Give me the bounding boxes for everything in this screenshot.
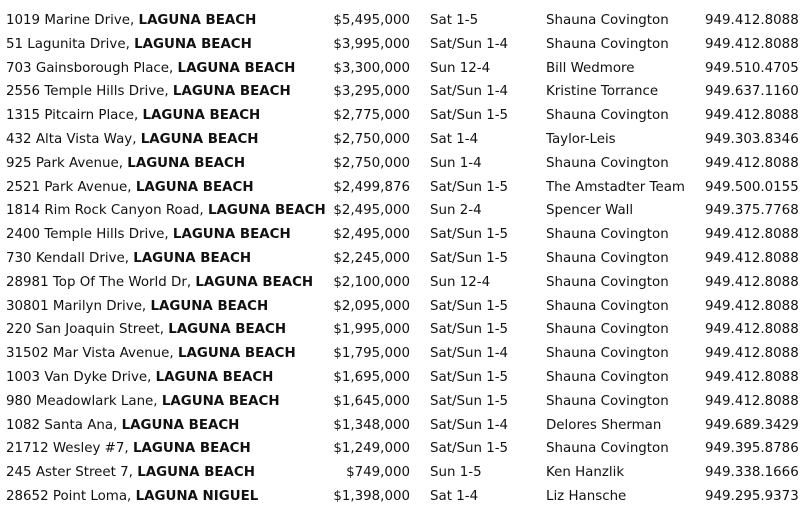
listing-street: 2400 Temple Hills Drive, <box>6 227 169 243</box>
listing-agent: Shauna Covington <box>546 251 669 266</box>
listing-street: 28981 Top Of The World Dr, <box>6 274 192 290</box>
listing-phone: 949.500.0155 <box>705 179 799 195</box>
listing-price: $2,495,000 <box>333 227 410 243</box>
listing-address <box>6 57 295 81</box>
listing-price: $3,995,000 <box>333 36 410 52</box>
listing-city: LAGUNA BEACH <box>132 441 251 457</box>
listing-open-time: Sun 12-4 <box>430 60 491 76</box>
listing-agent: Spencer Wall <box>546 203 634 219</box>
listing-row <box>0 318 800 342</box>
listing-city: LAGUNA BEACH <box>137 465 255 481</box>
listing-open-time: Sun 2-4 <box>430 203 482 219</box>
listing-street: 31502 Mar Vista Avenue, <box>6 346 174 362</box>
listing-address <box>6 152 245 176</box>
listing-phone: 949.412.8088 <box>705 274 799 290</box>
listing-price: $2,499,876 <box>333 179 410 195</box>
listing-street: 1082 Santa Ana, <box>6 417 118 433</box>
listing-agent: Taylor-Leis <box>546 132 616 147</box>
listing-city: LAGUNA BEACH <box>172 84 291 100</box>
listing-city: LAGUNA BEACH <box>127 155 246 171</box>
listing-street: 1019 Marine Drive, <box>6 13 135 28</box>
listing-street: 51 Lagunita Drive, <box>6 36 130 52</box>
listing-phone: 949.412.8088 <box>705 251 799 266</box>
listing-phone: 949.412.8088 <box>705 346 799 362</box>
listing-price: $2,495,000 <box>333 203 410 219</box>
listing-open-time: Sat/Sun 1-5 <box>430 441 509 457</box>
listing-row <box>0 271 800 295</box>
listing-city: LAGUNA BEACH <box>150 298 269 314</box>
listing-address <box>6 223 291 247</box>
listing-price: $1,795,000 <box>333 346 410 362</box>
listing-agent: Kristine Torrance <box>546 84 659 100</box>
listing-agent: Shauna Covington <box>546 13 669 28</box>
listing-price: $2,100,000 <box>333 274 410 290</box>
listing-agent: Shauna Covington <box>546 441 669 457</box>
listing-address <box>6 199 326 223</box>
listing-agent: Shauna Covington <box>546 298 669 314</box>
listing-row <box>0 152 800 176</box>
listing-city: LAGUNA BEACH <box>142 108 261 124</box>
listing-open-time: Sat/Sun 1-5 <box>430 179 509 195</box>
listing-open-time: Sat/Sun 1-4 <box>430 36 509 52</box>
listing-address <box>6 414 239 438</box>
listing-phone: 949.412.8088 <box>705 370 799 385</box>
listing-agent: Shauna Covington <box>546 393 669 409</box>
listing-agent: Shauna Covington <box>546 155 669 171</box>
listing-price: $1,995,000 <box>333 322 410 338</box>
listing-city: LAGUNA BEACH <box>134 36 252 52</box>
listing-address <box>6 390 280 414</box>
listing-open-time: Sat/Sun 1-5 <box>430 108 509 124</box>
listing-price: $1,348,000 <box>333 417 410 433</box>
listing-street: 703 Gainsborough Place, <box>6 60 174 76</box>
listing-phone: 949.295.9373 <box>705 489 799 504</box>
listing-street: 432 Alta Vista Way, <box>6 132 137 147</box>
listing-street: 21712 Wesley #7, <box>6 441 129 457</box>
listing-open-time: Sun 1-5 <box>430 465 482 481</box>
listing-city: LAGUNA BEACH <box>140 132 259 147</box>
listing-address <box>6 461 255 485</box>
listing-city: LAGUNA BEACH <box>161 393 280 409</box>
listing-address <box>6 128 258 152</box>
listing-street: 925 Park Avenue, <box>6 155 124 171</box>
listing-row <box>0 414 800 438</box>
listing-row <box>0 104 800 128</box>
listing-address <box>6 366 273 390</box>
listing-city: LAGUNA BEACH <box>177 346 296 362</box>
listing-street: 28652 Point Loma, <box>6 489 132 504</box>
listing-city: LAGUNA BEACH <box>135 179 254 195</box>
listing-city: LAGUNA BEACH <box>133 251 252 266</box>
listing-price: $2,750,000 <box>333 132 410 147</box>
listing-street: 1003 Van Dyke Drive, <box>6 370 152 385</box>
listing-agent: Shauna Covington <box>546 36 669 52</box>
listing-city: LAGUNA BEACH <box>207 203 326 219</box>
listing-open-time: Sat 1-4 <box>430 132 479 147</box>
listing-street: 1315 Pitcairn Place, <box>6 108 139 124</box>
listing-price: $749,000 <box>346 465 410 481</box>
listing-agent: Shauna Covington <box>546 274 669 290</box>
listing-row <box>0 199 800 223</box>
listing-open-time: Sat/Sun 1-5 <box>430 393 509 409</box>
listing-price: $2,245,000 <box>333 251 410 266</box>
listing-row <box>0 33 800 57</box>
listing-row <box>0 128 800 152</box>
listing-agent: Shauna Covington <box>546 370 669 385</box>
listing-address <box>6 104 260 128</box>
listing-row <box>0 223 800 247</box>
listing-address <box>6 342 296 366</box>
listing-price: $1,398,000 <box>333 489 410 504</box>
listing-city: LAGUNA BEACH <box>155 370 274 385</box>
listing-city: LAGUNA BEACH <box>195 274 314 290</box>
listing-address <box>6 295 268 319</box>
listing-row <box>0 57 800 81</box>
listing-row <box>0 247 800 271</box>
listing-street: 245 Aster Street 7, <box>6 465 133 481</box>
listing-row <box>0 390 800 414</box>
listing-phone: 949.412.8088 <box>705 322 799 338</box>
listing-phone: 949.412.8088 <box>705 393 799 409</box>
listing-row <box>0 9 800 33</box>
listing-phone: 949.395.8786 <box>705 441 799 457</box>
listing-open-time: Sat/Sun 1-5 <box>430 227 509 243</box>
listing-city: LAGUNA BEACH <box>168 322 287 338</box>
listing-agent: Shauna Covington <box>546 227 669 243</box>
listing-street: 30801 Marilyn Drive, <box>6 298 147 314</box>
listing-city: LAGUNA BEACH <box>172 227 291 243</box>
listing-phone: 949.412.8088 <box>705 155 799 171</box>
listing-street: 220 San Joaquin Street, <box>6 322 165 338</box>
listing-address <box>6 33 252 57</box>
listing-phone: 949.412.8088 <box>705 298 799 314</box>
listing-row <box>0 295 800 319</box>
listing-open-time: Sat 1-4 <box>430 489 479 504</box>
listing-price: $2,095,000 <box>333 298 410 314</box>
listing-address <box>6 176 254 200</box>
listing-address <box>6 485 258 509</box>
listing-price: $2,775,000 <box>333 108 410 124</box>
listing-agent: Delores Sherman <box>546 417 662 433</box>
listing-open-time: Sun 1-4 <box>430 155 482 171</box>
listing-phone: 949.412.8088 <box>705 13 799 28</box>
listing-address <box>6 9 256 33</box>
listing-address <box>6 80 291 104</box>
listing-row <box>0 485 800 509</box>
listing-price: $2,750,000 <box>333 155 410 171</box>
listing-agent: Shauna Covington <box>546 108 669 124</box>
listing-open-time: Sat/Sun 1-5 <box>430 298 509 314</box>
listing-row <box>0 437 800 461</box>
listing-price: $1,645,000 <box>333 393 410 409</box>
listing-city: LAGUNA BEACH <box>138 13 257 28</box>
listing-address <box>6 437 251 461</box>
listing-phone: 949.303.8346 <box>705 132 799 147</box>
listing-row <box>0 342 800 366</box>
listing-street: 2556 Temple Hills Drive, <box>6 84 169 100</box>
listing-phone: 949.689.3429 <box>705 417 799 433</box>
listing-open-time: Sat/Sun 1-4 <box>430 84 509 100</box>
listing-phone: 949.510.4705 <box>705 60 799 76</box>
listing-open-time: Sat/Sun 1-4 <box>430 346 509 362</box>
listing-row <box>0 80 800 104</box>
listing-row <box>0 176 800 200</box>
listing-phone: 949.375.7768 <box>705 203 799 219</box>
listing-street: 980 Meadowlark Lane, <box>6 393 158 409</box>
listing-open-time: Sat/Sun 1-5 <box>430 322 509 338</box>
listing-open-time: Sat/Sun 1-4 <box>430 417 509 433</box>
listing-address <box>6 318 286 342</box>
listing-price: $5,495,000 <box>333 13 410 28</box>
listing-address <box>6 247 251 271</box>
listing-city: LAGUNA BEACH <box>121 417 240 433</box>
listing-phone: 949.412.8088 <box>705 36 799 52</box>
listing-phone: 949.338.1666 <box>705 465 799 481</box>
listing-agent: Shauna Covington <box>546 322 669 338</box>
listing-phone: 949.637.1160 <box>705 84 799 100</box>
listing-row <box>0 461 800 485</box>
listing-phone: 949.412.8088 <box>705 108 799 124</box>
listing-row <box>0 366 800 390</box>
listing-agent: Bill Wedmore <box>546 60 635 76</box>
listing-phone: 949.412.8088 <box>705 227 799 243</box>
listing-agent: Liz Hansche <box>546 489 627 504</box>
listing-city: LAGUNA BEACH <box>177 60 296 76</box>
listing-open-time: Sat/Sun 1-5 <box>430 370 509 385</box>
listing-city: LAGUNA NIGUEL <box>135 489 259 504</box>
listing-price: $3,295,000 <box>333 84 410 100</box>
listing-agent: Shauna Covington <box>546 346 669 362</box>
listing-price: $3,300,000 <box>333 60 410 76</box>
listing-open-time: Sat/Sun 1-5 <box>430 251 509 266</box>
listing-street: 2521 Park Avenue, <box>6 179 132 195</box>
listing-price: $1,695,000 <box>333 370 410 385</box>
listing-open-time: Sun 12-4 <box>430 274 491 290</box>
listing-agent: The Amstadter Team <box>546 179 685 195</box>
listing-street: 1814 Rim Rock Canyon Road, <box>6 203 204 219</box>
listing-street: 730 Kendall Drive, <box>6 251 130 266</box>
listing-address <box>6 271 313 295</box>
listing-open-time: Sat 1-5 <box>430 13 479 28</box>
listing-agent: Ken Hanzlik <box>546 465 625 481</box>
listing-price: $1,249,000 <box>333 441 410 457</box>
